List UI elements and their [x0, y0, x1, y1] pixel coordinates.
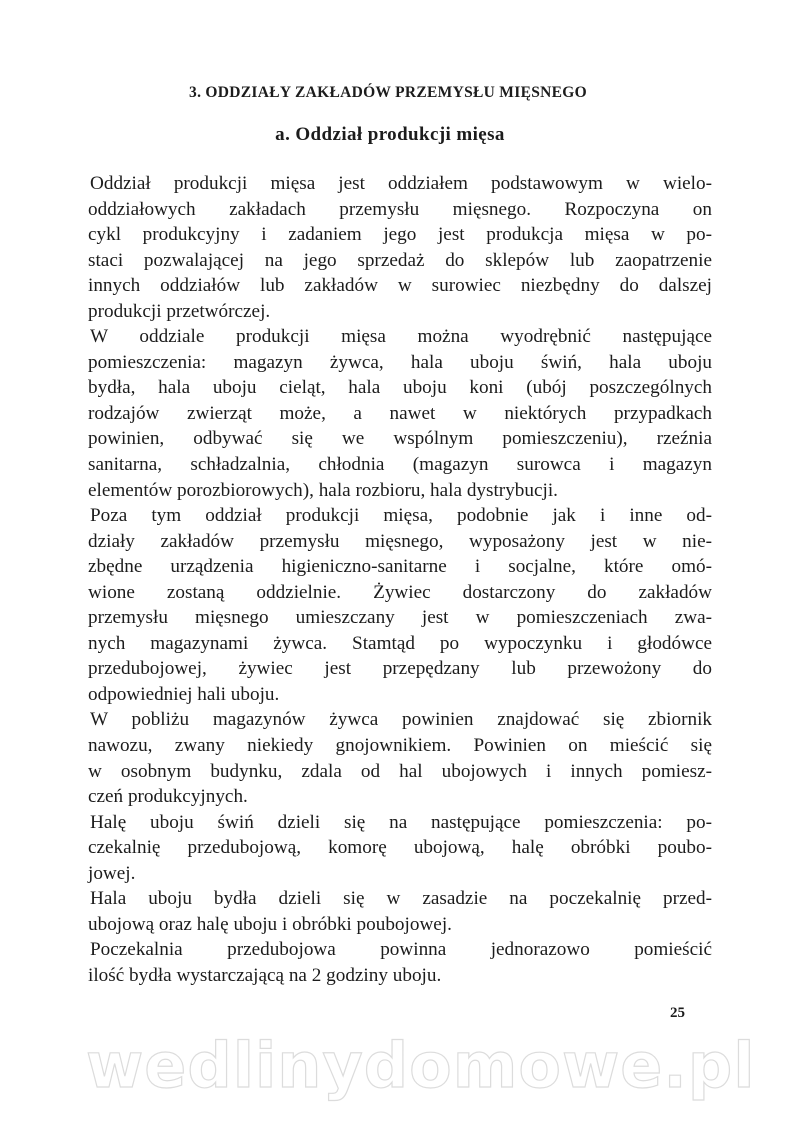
paragraph — [88, 171, 712, 324]
text-line: elementów porozbiorowych), hala rozbioru, hala dystrybucji. — [88, 479, 558, 501]
text-line: odpowiedniej hali uboju. — [88, 683, 280, 705]
text-line: czeń produkcyjnych. — [88, 786, 248, 808]
text-line: w osobnym budynku, zdala od hal ubojowych i innych pomiesz- — [88, 760, 712, 782]
text-line: powinien, odbywać się we wspólnym pomieszczeniu), rzeźnia — [88, 428, 712, 450]
text-line: bydła, hala uboju cieląt, hala uboju koni (ubój poszczególnych — [88, 377, 712, 399]
text-line: Hala uboju bydła dzieli się w zasadzie na poczekalnię przed- — [90, 888, 712, 910]
text-line: W pobliżu magazynów żywca powinien znajdować się zbiornik — [90, 709, 712, 731]
paragraph — [88, 886, 712, 937]
paragraph — [88, 810, 712, 887]
text-line: ilość bydła wystarczającą na 2 godziny uboju. — [88, 964, 442, 986]
paragraph — [88, 503, 712, 707]
text-line: zbędne urządzenia higieniczno-sanitarne i socjalne, które omó- — [88, 556, 712, 578]
text-line: rodzajów zwierząt może, a nawet w niektórych przypadkach — [88, 402, 712, 424]
text-line: produkcji przetwórczej. — [88, 300, 271, 322]
text-line: sanitarna, schładzalnia, chłodnia (magazyn surowca i magazyn — [88, 454, 712, 476]
text-line: działy zakładów przemysłu mięsnego, wyposażony jest w nie- — [88, 530, 712, 552]
section-heading: 3. ODDZIAŁY ZAKŁADÓW PRZEMYSŁU MIĘSNEGO — [189, 84, 587, 101]
paragraph — [88, 937, 712, 988]
text-line: Poza tym oddział produkcji mięsa, podobnie jak i inne od- — [90, 505, 712, 527]
text-line: Poczekalnia przedubojowa powinna jednorazowo pomieścić — [90, 939, 712, 961]
text-line: czekalnię przedubojową, komorę ubojową, halę obróbki poubo- — [88, 837, 712, 859]
paragraph — [88, 707, 712, 809]
text-line: pomieszczenia: magazyn żywca, hala uboju świń, hala uboju — [88, 351, 712, 373]
text-line: ubojową oraz halę uboju i obróbki poubojowej. — [88, 913, 452, 935]
subsection-heading: a. Oddział produkcji mięsa — [275, 124, 505, 145]
text-line: wione zostaną oddzielnie. Żywiec dostarczony do zakładów — [88, 581, 712, 603]
text-line: jowej. — [88, 862, 136, 884]
text-line: nych magazynami żywca. Stamtąd po wypoczynku i głodówce — [88, 632, 712, 654]
text-line: przedubojowej, żywiec jest przepędzany lub przewożony do — [88, 658, 712, 680]
body-text — [88, 171, 712, 989]
page-number: 25 — [670, 1005, 685, 1021]
text-line: innych oddziałów lub zakładów w surowiec niezbędny do dalszej — [88, 275, 712, 297]
text-line: Halę uboju świń dzieli się na następujące pomieszczenia: po- — [90, 811, 712, 833]
footer-watermark: wedlinydomowe.pl — [86, 1029, 756, 1102]
text-line: Oddział produkcji mięsa jest oddziałem podstawowym w wielo- — [90, 173, 712, 194]
paragraph — [88, 324, 712, 503]
text-line: przemysłu mięsnego umieszczany jest w pomieszczeniach zwa- — [88, 607, 712, 629]
text-line: nawozu, zwany niekiedy gnojownikiem. Powinien on mieścić się — [88, 735, 712, 757]
text-line: cykl produkcyjny i zadaniem jego jest produkcja mięsa w po- — [88, 224, 712, 246]
text-line: oddziałowych zakładach przemysłu mięsnego. Rozpoczyna on — [88, 198, 712, 220]
text-line: W oddziale produkcji mięsa można wyodrębnić następujące — [90, 326, 712, 348]
text-line: staci pozwalającej na jego sprzedaż do sklepów lub zaopatrzenie — [88, 249, 712, 271]
